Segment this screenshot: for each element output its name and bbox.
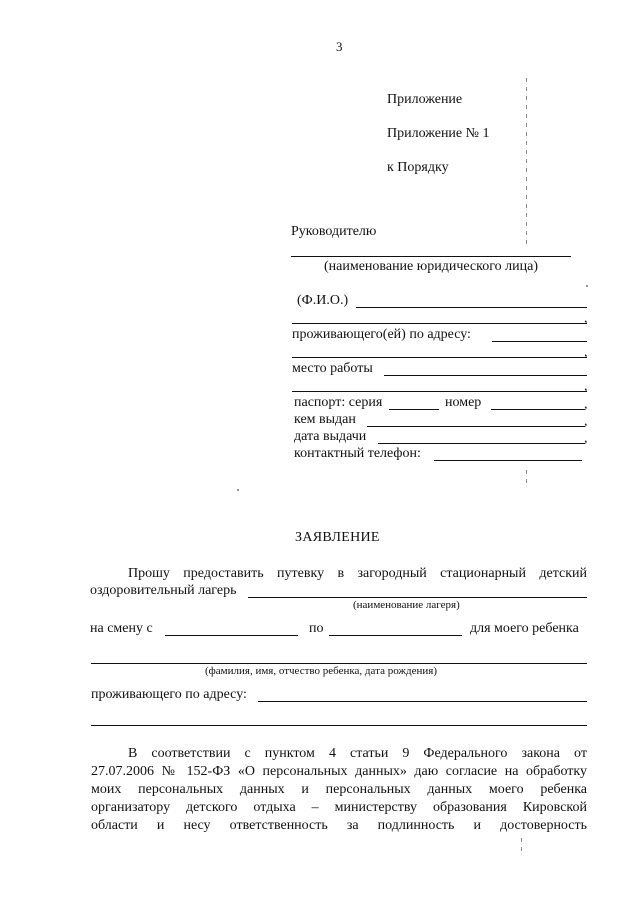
passport-number-field[interactable] xyxy=(491,409,585,410)
comma-mark: , xyxy=(584,345,588,360)
page-number: 3 xyxy=(336,39,343,54)
residing-label: проживающего(ей) по адресу: xyxy=(292,327,471,342)
camp-name-field[interactable] xyxy=(248,597,587,598)
issued-by-field[interactable] xyxy=(367,426,585,427)
shift-to-label: по xyxy=(309,621,324,636)
fio-label: (Ф.И.О.) xyxy=(297,293,349,308)
appendix-line-3: к Порядку xyxy=(387,160,449,175)
consent-line-5: области и несу ответственность за подлинность и достоверность xyxy=(91,818,587,833)
residing-address-field[interactable] xyxy=(492,341,587,342)
comma-mark: , xyxy=(584,414,588,429)
org-name-caption: (наименование юридического лица) xyxy=(324,259,538,274)
scan-artifact-line xyxy=(521,838,522,852)
shift-from-field[interactable] xyxy=(165,635,298,636)
fio-field-line-2[interactable] xyxy=(292,323,587,324)
consent-line-2: 27.07.2006 № 152-ФЗ «О персональных данных» даю согласие на обработку xyxy=(91,764,587,779)
appendix-line-1: Приложение xyxy=(387,92,463,107)
passport-number-label: номер xyxy=(445,395,482,410)
recipient-label: Руководителю xyxy=(291,224,377,239)
phone-label: контактный телефон: xyxy=(294,446,421,461)
issue-date-label: дата выдачи xyxy=(294,429,367,444)
child-address-label: проживающего по адресу: xyxy=(91,687,247,702)
workplace-label: место работы xyxy=(292,361,373,376)
comma-mark: , xyxy=(584,431,588,446)
comma-mark: , xyxy=(584,311,588,326)
child-address-field[interactable] xyxy=(258,701,587,702)
appendix-line-2: Приложение № 1 xyxy=(387,126,490,141)
for-child-label: для моего ребенка xyxy=(470,621,579,636)
consent-line-4: организатору детского отдыха – министерству образования Кировской xyxy=(91,800,587,815)
scan-artifact-line xyxy=(526,470,527,488)
comma-mark: , xyxy=(584,397,588,412)
phone-field[interactable] xyxy=(434,460,582,461)
scan-speck xyxy=(237,489,239,491)
child-info-caption: (фамилия, имя, отчество ребенка, дата рождения) xyxy=(205,665,438,677)
camp-name-caption: (наименование лагеря) xyxy=(353,599,460,611)
issued-by-label: кем выдан xyxy=(294,412,356,427)
scan-speck xyxy=(586,285,588,287)
shift-from-label: на смену с xyxy=(90,621,153,636)
child-address-field-line-2[interactable] xyxy=(91,725,587,726)
org-name-field[interactable] xyxy=(291,256,571,257)
child-info-field[interactable] xyxy=(91,663,587,664)
issue-date-field[interactable] xyxy=(378,443,585,444)
shift-to-field[interactable] xyxy=(329,635,462,636)
scan-artifact-line xyxy=(526,78,527,248)
request-line-1: Прошу предоставить путевку в загородный стационарный детский xyxy=(128,566,587,581)
comma-mark: , xyxy=(584,379,588,394)
fio-field[interactable] xyxy=(356,307,587,308)
passport-series-field[interactable] xyxy=(389,409,439,410)
passport-series-label: паспорт: серия xyxy=(294,395,383,410)
consent-line-1: В соответствии с пунктом 4 статьи 9 Федерального закона от xyxy=(128,746,587,761)
residing-address-field-line-2[interactable] xyxy=(292,357,587,358)
request-line-2: оздоровительный лагерь xyxy=(90,583,237,598)
document-title: ЗАЯВЛЕНИЕ xyxy=(295,530,380,545)
workplace-field[interactable] xyxy=(384,375,587,376)
workplace-field-line-2[interactable] xyxy=(292,391,587,392)
consent-line-3: моих персональных данных и персональных данных моего ребенка xyxy=(91,782,587,797)
